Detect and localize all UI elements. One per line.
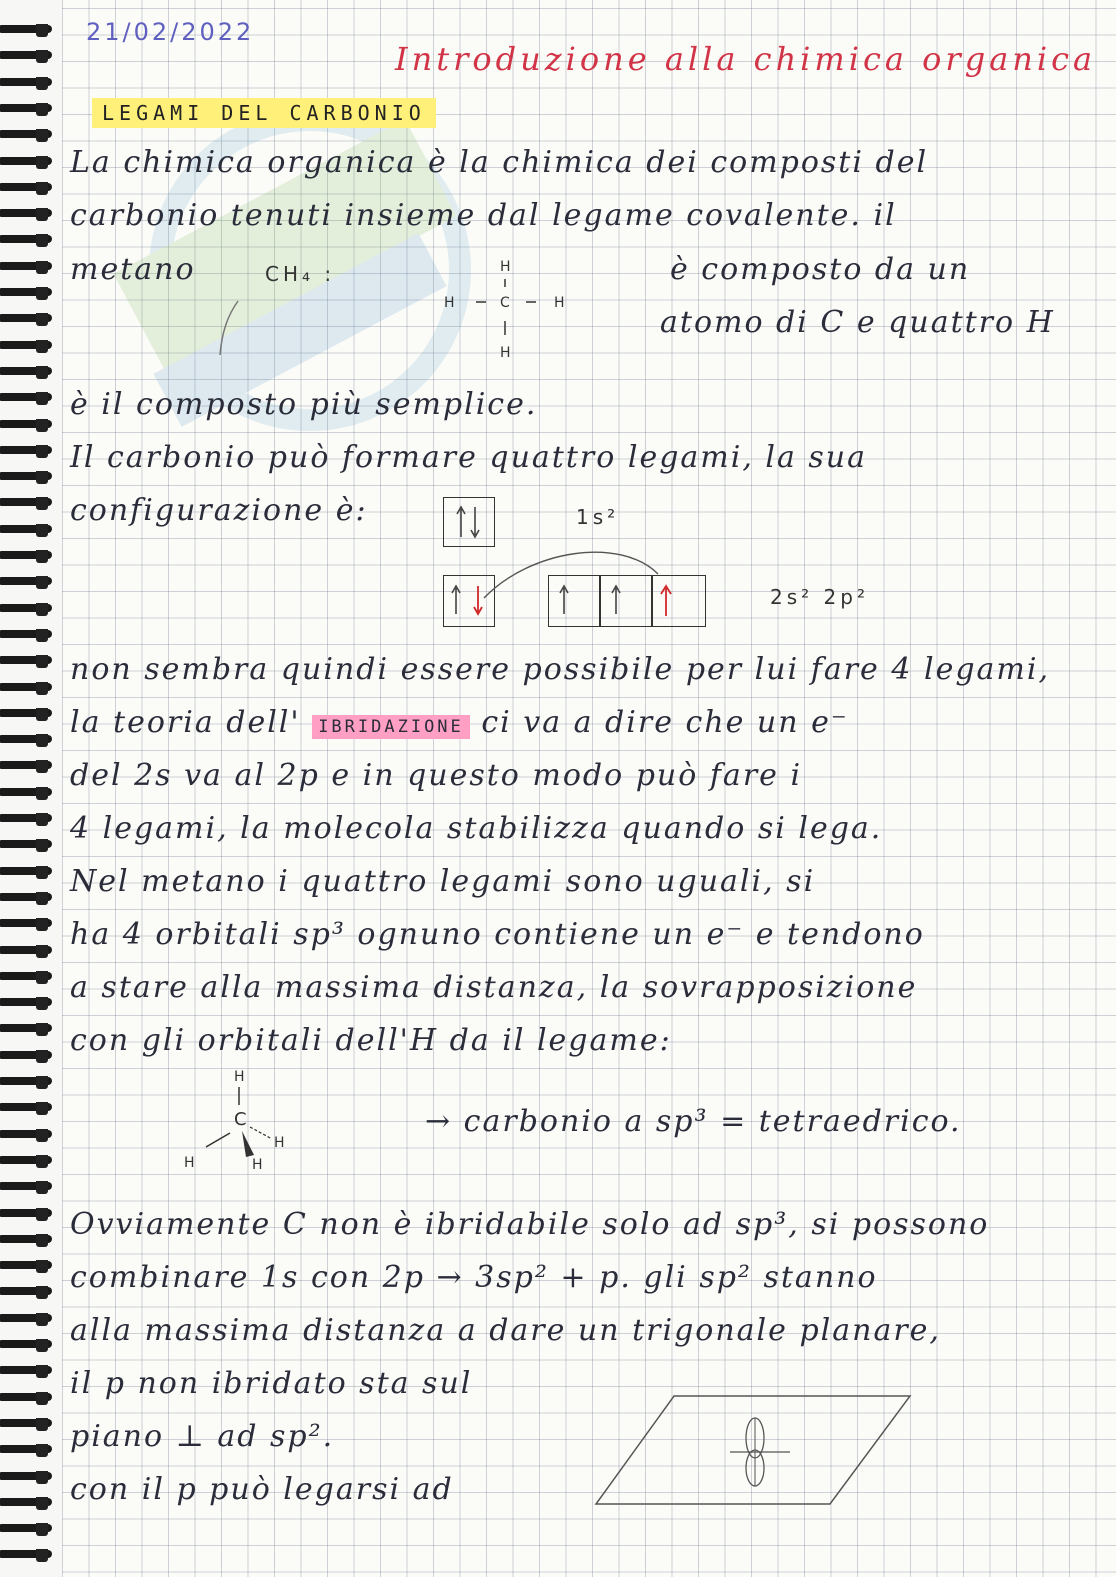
spiral-ring: [0, 311, 56, 324]
spiral-ring: [0, 338, 56, 351]
spiral-ring: [0, 1547, 56, 1560]
atom-h-right-t: H: [274, 1135, 285, 1151]
spiral-ring: [0, 574, 56, 587]
spiral-ring: [0, 601, 56, 614]
text-line-15: con gli orbitali dell'H da il legame:: [70, 1023, 672, 1058]
text-line-19: alla massima distanza a dare un trigonale planare,: [70, 1313, 941, 1348]
text-line-16: → carbonio a sp³ = tetraedrico.: [425, 1104, 962, 1139]
spiral-ring: [0, 48, 56, 61]
spiral-ring: [0, 180, 56, 193]
spiral-ring: [0, 1469, 56, 1482]
text-line-3a: metano: [70, 252, 196, 287]
spiral-ring: [0, 22, 56, 35]
atom-c-t: C: [234, 1109, 247, 1130]
text-line-17: Ovviamente C non è ibridabile solo ad sp³, si possono: [70, 1207, 990, 1242]
electron-arrows-2s2p: [440, 540, 720, 630]
spiral-binding: [0, 0, 62, 1577]
spiral-ring: [0, 706, 56, 719]
atom-h-left-t: H: [184, 1155, 195, 1171]
spiral-ring: [0, 680, 56, 693]
spiral-ring: [0, 1416, 56, 1429]
text-line-9: [70, 705, 849, 740]
text-line-7: configurazione è:: [70, 493, 368, 528]
text-line-6: Il carbonio può formare quattro legami, la sua: [70, 440, 868, 475]
spiral-ring: [0, 1363, 56, 1376]
spiral-ring: [0, 653, 56, 666]
text-line-4: atomo di C e quattro H: [660, 305, 1055, 340]
spiral-ring: [0, 1021, 56, 1034]
trigonal-planar-diagram: [590, 1390, 920, 1510]
spiral-ring: [0, 364, 56, 377]
text-line-22: con il p può legarsi ad: [70, 1472, 454, 1507]
spiral-ring: [0, 1153, 56, 1166]
spiral-ring: [0, 154, 56, 167]
spiral-ring: [0, 758, 56, 771]
date: 21/02/2022: [86, 18, 255, 46]
spiral-ring: [0, 206, 56, 219]
spiral-ring: [0, 390, 56, 403]
text-line-2: carbonio tenuti insieme dal legame covalente. il: [70, 198, 897, 233]
text-line-9b: ci va a dire che un e⁻: [481, 705, 849, 740]
text-line-21: piano ⊥ ad sp².: [70, 1419, 335, 1454]
spiral-ring: [0, 1127, 56, 1140]
spiral-ring: [0, 627, 56, 640]
spiral-ring: [0, 75, 56, 88]
spiral-ring: [0, 1442, 56, 1455]
text-line-8: non sembra quindi essere possibile per lui fare 4 legami,: [70, 652, 1050, 687]
spiral-ring: [0, 916, 56, 929]
text-line-12: Nel metano i quattro legami sono uguali, si: [70, 864, 816, 899]
spiral-ring: [0, 443, 56, 456]
text-line-10: del 2s va al 2p e in questo modo può fare i: [70, 758, 803, 793]
text-line-20: il p non ibridato sta sul: [70, 1366, 473, 1401]
spiral-ring: [0, 1337, 56, 1350]
spiral-ring: [0, 1074, 56, 1087]
spiral-ring: [0, 101, 56, 114]
spiral-ring: [0, 1390, 56, 1403]
atom-h-bottom-t: H: [252, 1157, 263, 1173]
text-line-3b: è composto da un: [670, 252, 971, 287]
spiral-ring: [0, 1521, 56, 1534]
ch4-formula: CH₄ :: [265, 262, 336, 286]
spiral-ring: [0, 417, 56, 430]
spiral-ring: [0, 811, 56, 824]
spiral-ring: [0, 1311, 56, 1324]
atom-h-right: H: [554, 295, 565, 311]
spiral-ring: [0, 890, 56, 903]
section-heading: LEGAMI DEL CARBONIO: [92, 98, 436, 128]
spiral-ring: [0, 785, 56, 798]
text-line-5: è il composto più semplice.: [70, 387, 538, 422]
spiral-ring: [0, 259, 56, 272]
spiral-ring: [0, 1232, 56, 1245]
atom-c: C: [500, 295, 510, 311]
spiral-ring: [0, 285, 56, 298]
spiral-ring: [0, 837, 56, 850]
spiral-ring: [0, 1284, 56, 1297]
highlight-ibridazione: IBRIDAZIONE: [312, 715, 470, 739]
atom-h-bottom: H: [500, 345, 511, 361]
atom-h-left: H: [444, 295, 455, 311]
config-2s2p: 2s² 2p²: [770, 585, 869, 609]
text-line-9a: la teoria dell': [70, 705, 301, 740]
text-line-1: La chimica organica è la chimica dei composti del: [70, 145, 929, 180]
spiral-ring: [0, 548, 56, 561]
atom-h-top-t: H: [234, 1069, 245, 1085]
text-line-13: ha 4 orbitali sp³ ognuno contiene un e⁻ e tendono: [70, 917, 925, 952]
atom-h-top: H: [500, 259, 511, 275]
spiral-ring: [0, 864, 56, 877]
spiral-ring: [0, 732, 56, 745]
text-line-14: a stare alla massima distanza, la sovrapposizione: [70, 970, 918, 1005]
spiral-ring: [0, 995, 56, 1008]
config-1s: 1s²: [576, 505, 620, 529]
spiral-ring: [0, 1495, 56, 1508]
pencil-mark: [200, 295, 250, 365]
text-line-18: combinare 1s con 2p → 3sp² + p. gli sp² stanno: [70, 1260, 878, 1295]
spiral-ring: [0, 969, 56, 982]
spiral-ring: [0, 495, 56, 508]
spiral-ring: [0, 1258, 56, 1271]
page-title: Introduzione alla chimica organica: [395, 40, 1097, 78]
spiral-ring: [0, 232, 56, 245]
spiral-ring: [0, 522, 56, 535]
text-line-11: 4 legami, la molecola stabilizza quando si lega.: [70, 811, 883, 846]
spiral-ring: [0, 1179, 56, 1192]
methane-structure: [430, 255, 590, 365]
spiral-ring: [0, 1206, 56, 1219]
spiral-ring: [0, 1048, 56, 1061]
tetrahedral-structure: [170, 1065, 300, 1175]
spiral-ring: [0, 127, 56, 140]
spiral-ring: [0, 943, 56, 956]
spiral-ring: [0, 469, 56, 482]
spiral-ring: [0, 1100, 56, 1113]
